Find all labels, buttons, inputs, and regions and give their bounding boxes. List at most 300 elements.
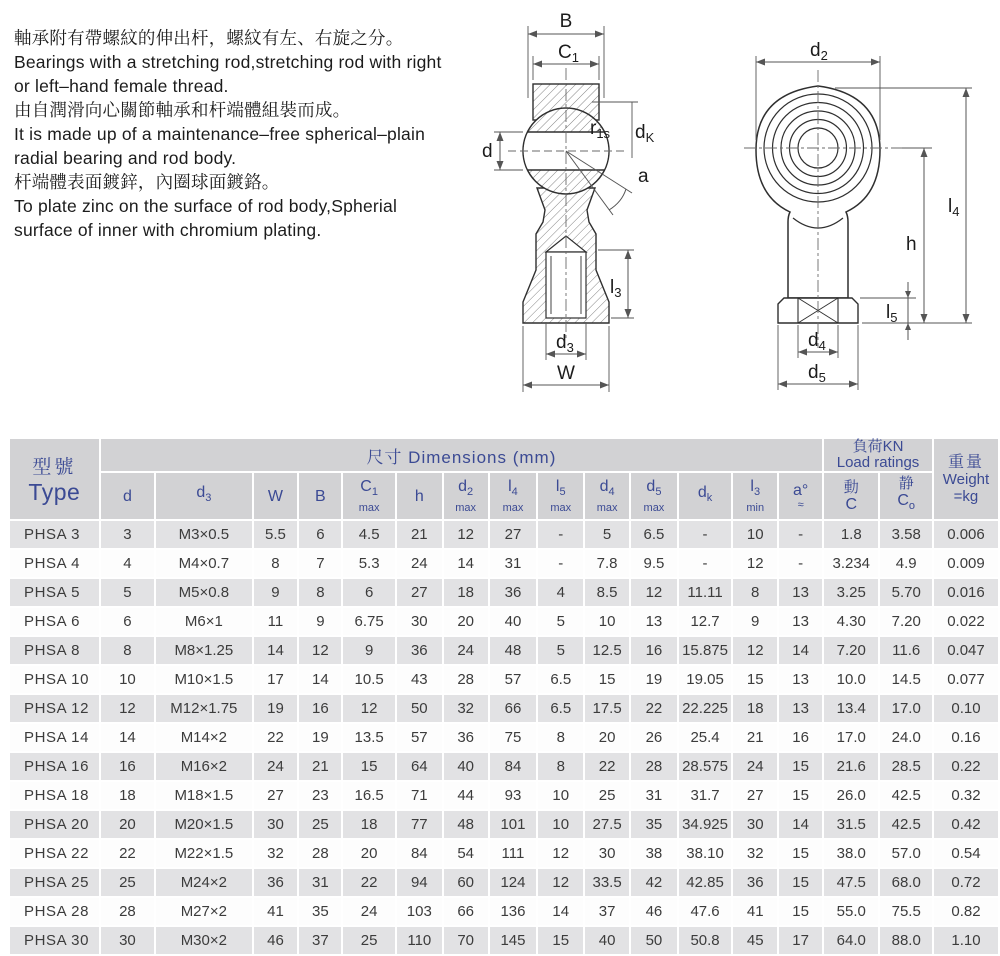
description-line: To plate zinc on the surface of rod body,Spherial <box>14 196 398 216</box>
value-cell: 19.05 <box>679 666 731 693</box>
value-cell: 16 <box>631 637 677 664</box>
value-cell: 54 <box>444 840 488 867</box>
value-cell: 4 <box>101 550 154 577</box>
value-cell: 111 <box>490 840 537 867</box>
value-cell: 20 <box>444 608 488 635</box>
type-cell: PHSA 22 <box>10 840 99 867</box>
weight-header-en: Weight <box>942 470 990 488</box>
value-cell: 38.10 <box>679 840 731 867</box>
value-cell: 50 <box>397 695 442 722</box>
load-ratings-header <box>824 439 932 471</box>
table-row <box>10 550 998 577</box>
value-cell: 14 <box>299 666 341 693</box>
type-header-en: Type <box>28 479 81 505</box>
value-cell: 5 <box>538 608 583 635</box>
weight-header <box>934 439 998 519</box>
value-cell: 7.20 <box>880 608 932 635</box>
value-cell: M5×0.8 <box>156 579 251 606</box>
value-cell: 22 <box>101 840 154 867</box>
value-cell: 36 <box>254 869 298 896</box>
value-cell: 40 <box>444 753 488 780</box>
value-cell: 35 <box>631 811 677 838</box>
col-header-d5: $d_5$ max <box>631 473 677 519</box>
table-row <box>10 666 998 693</box>
value-cell: 12 <box>631 579 677 606</box>
description-line: or left–hand female thread. <box>14 76 229 96</box>
value-cell: 4 <box>538 579 583 606</box>
value-cell: 24 <box>733 753 777 780</box>
value-cell: 13 <box>779 666 822 693</box>
type-header-zh: 型號 <box>32 457 77 478</box>
value-cell: 6 <box>299 521 341 548</box>
value-cell: 12 <box>538 840 583 867</box>
col-header-l4: $l_4$ max <box>490 473 537 519</box>
value-cell: 12 <box>299 637 341 664</box>
value-cell: 38 <box>631 840 677 867</box>
value-cell: 124 <box>490 869 537 896</box>
value-cell: 17 <box>779 927 822 954</box>
front-view-drawing <box>740 10 1000 410</box>
value-cell: 1.10 <box>934 927 998 954</box>
value-cell: 5 <box>538 637 583 664</box>
value-cell: 6.5 <box>538 695 583 722</box>
type-cell: PHSA 4 <box>10 550 99 577</box>
value-cell: 7 <box>299 550 341 577</box>
value-cell: 0.16 <box>934 724 998 751</box>
dim-label-d5: $d_5$ <box>808 362 826 385</box>
value-cell: 19 <box>254 695 298 722</box>
col-header-load-Co: 静 $C_o$ <box>880 473 932 519</box>
type-cell: PHSA 20 <box>10 811 99 838</box>
value-cell: 12 <box>101 695 154 722</box>
value-cell: 5.5 <box>254 521 298 548</box>
value-cell: 22 <box>343 869 395 896</box>
load-header-en: Load ratings <box>836 454 920 471</box>
value-cell: 33.5 <box>585 869 629 896</box>
value-cell: 103 <box>397 898 442 925</box>
value-cell: 3.25 <box>824 579 878 606</box>
value-cell: 28 <box>101 898 154 925</box>
value-cell: 21 <box>299 753 341 780</box>
value-cell: 18 <box>343 811 395 838</box>
value-cell: 50.8 <box>679 927 731 954</box>
col-header-d: d <box>101 473 154 519</box>
value-cell: 5.70 <box>880 579 932 606</box>
value-cell: 0.54 <box>934 840 998 867</box>
value-cell: M20×1.5 <box>156 811 251 838</box>
value-cell: - <box>679 550 731 577</box>
dim-label-r1s: $r_{1s}$ <box>590 118 611 141</box>
value-cell: 55.0 <box>824 898 878 925</box>
dim-label-l4: $l_4$ <box>948 196 960 219</box>
table-row <box>10 927 998 954</box>
value-cell: 94 <box>397 869 442 896</box>
value-cell: 110 <box>397 927 442 954</box>
type-cell: PHSA 5 <box>10 579 99 606</box>
value-cell: M18×1.5 <box>156 782 251 809</box>
value-cell: 44 <box>444 782 488 809</box>
value-cell: 20 <box>343 840 395 867</box>
value-cell: 12.7 <box>679 608 731 635</box>
type-cell: PHSA 28 <box>10 898 99 925</box>
value-cell: 84 <box>490 753 537 780</box>
value-cell: 31.5 <box>824 811 878 838</box>
value-cell: 57.0 <box>880 840 932 867</box>
dim-label-h: h <box>906 234 917 255</box>
value-cell: 17 <box>254 666 298 693</box>
value-cell: 24 <box>343 898 395 925</box>
value-cell: 17.5 <box>585 695 629 722</box>
value-cell: 27.5 <box>585 811 629 838</box>
value-cell: 48 <box>444 811 488 838</box>
value-cell: 40 <box>490 608 537 635</box>
value-cell: 0.009 <box>934 550 998 577</box>
value-cell: 10 <box>538 782 583 809</box>
value-cell: 15 <box>538 927 583 954</box>
value-cell: 8 <box>538 753 583 780</box>
value-cell: 4.30 <box>824 608 878 635</box>
value-cell: 14 <box>254 637 298 664</box>
value-cell: 38.0 <box>824 840 878 867</box>
value-cell: 31.7 <box>679 782 731 809</box>
value-cell: 8 <box>538 724 583 751</box>
col-header-l3: $l_3$ min <box>733 473 777 519</box>
dim-label-W: W <box>557 363 575 384</box>
description-line: 由自潤滑向心關節軸承和杆端體組裝而成。 <box>14 100 351 120</box>
description-line: Bearings with a stretching rod,stretching rod with right <box>14 52 442 72</box>
value-cell: 35 <box>299 898 341 925</box>
value-cell: 16 <box>299 695 341 722</box>
description-line: 杆端體表面鍍鋅，內圈球面鍍鉻。 <box>14 172 280 192</box>
value-cell: 31 <box>490 550 537 577</box>
value-cell: 26.0 <box>824 782 878 809</box>
value-cell: 45 <box>733 927 777 954</box>
type-cell: PHSA 16 <box>10 753 99 780</box>
type-cell: PHSA 3 <box>10 521 99 548</box>
dimensions-header <box>101 439 822 471</box>
value-cell: 28 <box>631 753 677 780</box>
type-cell: PHSA 30 <box>10 927 99 954</box>
value-cell: 5 <box>585 521 629 548</box>
value-cell: 13.5 <box>343 724 395 751</box>
value-cell: 14 <box>538 898 583 925</box>
value-cell: M30×2 <box>156 927 251 954</box>
value-cell: 13 <box>779 579 822 606</box>
value-cell: 16 <box>779 724 822 751</box>
value-cell: 15 <box>779 782 822 809</box>
description <box>14 26 482 242</box>
value-cell: 15 <box>343 753 395 780</box>
value-cell: M10×1.5 <box>156 666 251 693</box>
value-cell: 13.4 <box>824 695 878 722</box>
value-cell: 71 <box>397 782 442 809</box>
value-cell: 9.5 <box>631 550 677 577</box>
dim-label-l3: $l_3$ <box>610 277 622 300</box>
value-cell: 42.5 <box>880 811 932 838</box>
value-cell: 10.0 <box>824 666 878 693</box>
value-cell: 41 <box>254 898 298 925</box>
dim-label-a: a <box>638 166 649 187</box>
value-cell: 27 <box>397 579 442 606</box>
dimensions-header-zh: 尺寸 <box>366 447 403 467</box>
value-cell: 22 <box>585 753 629 780</box>
value-cell: M6×1 <box>156 608 251 635</box>
value-cell: 14 <box>779 637 822 664</box>
value-cell: 64 <box>397 753 442 780</box>
value-cell: 31 <box>299 869 341 896</box>
value-cell: 42 <box>631 869 677 896</box>
value-cell: 19 <box>299 724 341 751</box>
value-cell: 88.0 <box>880 927 932 954</box>
value-cell: 64.0 <box>824 927 878 954</box>
col-header-l5: $l_5$ max <box>538 473 583 519</box>
value-cell: 50 <box>631 927 677 954</box>
value-cell: 9 <box>254 579 298 606</box>
table-row <box>10 869 998 896</box>
value-cell: 3 <box>101 521 154 548</box>
dimension-table <box>8 437 1000 956</box>
value-cell: 3.234 <box>824 550 878 577</box>
value-cell: 14 <box>444 550 488 577</box>
load-header-zh: 負荷KN <box>852 438 904 455</box>
value-cell: 11.6 <box>880 637 932 664</box>
value-cell: 22.225 <box>679 695 731 722</box>
table-row <box>10 811 998 838</box>
table-row <box>10 521 998 548</box>
value-cell: M24×2 <box>156 869 251 896</box>
value-cell: 19 <box>631 666 677 693</box>
value-cell: 4.9 <box>880 550 932 577</box>
value-cell: 28.575 <box>679 753 731 780</box>
value-cell: 7.20 <box>824 637 878 664</box>
value-cell: 66 <box>444 898 488 925</box>
value-cell: 9 <box>299 608 341 635</box>
value-cell: 25 <box>101 869 154 896</box>
dim-label-dK: $d_K$ <box>635 122 655 145</box>
dim-label-C1: $C_1$ <box>558 42 579 65</box>
value-cell: 3.58 <box>880 521 932 548</box>
type-cell: PHSA 10 <box>10 666 99 693</box>
value-cell: 75 <box>490 724 537 751</box>
value-cell: 28 <box>444 666 488 693</box>
weight-header-zh: 重量 <box>947 453 984 471</box>
value-cell: M14×2 <box>156 724 251 751</box>
value-cell: 24 <box>254 753 298 780</box>
value-cell: 15 <box>585 666 629 693</box>
value-cell: 22 <box>254 724 298 751</box>
value-cell: 18 <box>101 782 154 809</box>
value-cell: 7.8 <box>585 550 629 577</box>
type-cell: PHSA 18 <box>10 782 99 809</box>
value-cell: 0.006 <box>934 521 998 548</box>
value-cell: 6.75 <box>343 608 395 635</box>
value-cell: 16 <box>101 753 154 780</box>
value-cell: 13 <box>631 608 677 635</box>
value-cell: 0.82 <box>934 898 998 925</box>
col-header-dk: $d_k$ <box>679 473 731 519</box>
value-cell: 6 <box>343 579 395 606</box>
value-cell: 9 <box>343 637 395 664</box>
value-cell: 27 <box>733 782 777 809</box>
value-cell: 36 <box>733 869 777 896</box>
value-cell: 30 <box>101 927 154 954</box>
value-cell: 27 <box>254 782 298 809</box>
value-cell: 8 <box>254 550 298 577</box>
value-cell: - <box>538 521 583 548</box>
value-cell: 8.5 <box>585 579 629 606</box>
value-cell: 41 <box>733 898 777 925</box>
value-cell: 18 <box>444 579 488 606</box>
value-cell: 21 <box>733 724 777 751</box>
value-cell: 13 <box>779 608 822 635</box>
value-cell: 28 <box>299 840 341 867</box>
dim-label-l5: $l_5$ <box>886 302 898 325</box>
value-cell: 60 <box>444 869 488 896</box>
col-header-d2: $d_2$ max <box>444 473 488 519</box>
description-line: surface of inner with chromium plating. <box>14 220 322 240</box>
value-cell: 6.5 <box>538 666 583 693</box>
value-cell: 24 <box>397 550 442 577</box>
value-cell: 31 <box>631 782 677 809</box>
table-row <box>10 782 998 809</box>
value-cell: 6.5 <box>631 521 677 548</box>
value-cell: 25 <box>585 782 629 809</box>
value-cell: 26 <box>631 724 677 751</box>
value-cell: - <box>679 521 731 548</box>
value-cell: 42.85 <box>679 869 731 896</box>
value-cell: 11 <box>254 608 298 635</box>
value-cell: 12 <box>444 521 488 548</box>
value-cell: M22×1.5 <box>156 840 251 867</box>
value-cell: 0.047 <box>934 637 998 664</box>
table-row <box>10 898 998 925</box>
table-row <box>10 637 998 664</box>
value-cell: 25 <box>299 811 341 838</box>
value-cell: 9 <box>733 608 777 635</box>
value-cell: 0.72 <box>934 869 998 896</box>
value-cell: 20 <box>585 724 629 751</box>
description-line: It is made up of a maintenance–free spherical–plain <box>14 124 425 144</box>
value-cell: 0.10 <box>934 695 998 722</box>
value-cell: 47.5 <box>824 869 878 896</box>
value-cell: 47.6 <box>679 898 731 925</box>
value-cell: 11.11 <box>679 579 731 606</box>
weight-header-unit: =kg <box>953 487 979 505</box>
value-cell: 15.875 <box>679 637 731 664</box>
value-cell: 0.42 <box>934 811 998 838</box>
value-cell: 93 <box>490 782 537 809</box>
value-cell: 10 <box>733 521 777 548</box>
col-header-a°: a° ≈ <box>779 473 822 519</box>
table-row <box>10 608 998 635</box>
value-cell: 75.5 <box>880 898 932 925</box>
value-cell: 22 <box>631 695 677 722</box>
value-cell: 25.4 <box>679 724 731 751</box>
value-cell: 12.5 <box>585 637 629 664</box>
value-cell: 0.077 <box>934 666 998 693</box>
value-cell: 10 <box>538 811 583 838</box>
value-cell: 1.8 <box>824 521 878 548</box>
value-cell: 15 <box>779 840 822 867</box>
value-cell: 36 <box>397 637 442 664</box>
value-cell: 0.32 <box>934 782 998 809</box>
value-cell: 15 <box>733 666 777 693</box>
value-cell: 136 <box>490 898 537 925</box>
value-cell: - <box>538 550 583 577</box>
col-header-d3: $d_3$ <box>156 473 251 519</box>
value-cell: 15 <box>779 898 822 925</box>
value-cell: 36 <box>444 724 488 751</box>
top-section <box>0 0 1000 437</box>
value-cell: 70 <box>444 927 488 954</box>
dim-label-d: d <box>482 141 493 162</box>
value-cell: 48 <box>490 637 537 664</box>
value-cell: 43 <box>397 666 442 693</box>
value-cell: 32 <box>444 695 488 722</box>
col-header-load-C: 動 C <box>824 473 878 519</box>
value-cell: 30 <box>733 811 777 838</box>
type-header <box>10 439 99 519</box>
value-cell: 10 <box>101 666 154 693</box>
table-row <box>10 840 998 867</box>
value-cell: 40 <box>585 927 629 954</box>
value-cell: 13 <box>779 695 822 722</box>
col-header-C1: $C_1$ max <box>343 473 395 519</box>
dimensions-header-en: Dimensions (mm) <box>408 447 557 467</box>
side-view-drawing <box>480 10 740 410</box>
value-cell: 32 <box>254 840 298 867</box>
value-cell: 30 <box>254 811 298 838</box>
value-cell: 57 <box>397 724 442 751</box>
table-row <box>10 579 998 606</box>
value-cell: 24 <box>444 637 488 664</box>
value-cell: 17.0 <box>880 695 932 722</box>
value-cell: 24.0 <box>880 724 932 751</box>
value-cell: 12 <box>538 869 583 896</box>
value-cell: 42.5 <box>880 782 932 809</box>
value-cell: 21.6 <box>824 753 878 780</box>
type-cell: PHSA 25 <box>10 869 99 896</box>
value-cell: 28.5 <box>880 753 932 780</box>
value-cell: 12 <box>733 637 777 664</box>
value-cell: 66 <box>490 695 537 722</box>
value-cell: 14 <box>101 724 154 751</box>
value-cell: M8×1.25 <box>156 637 251 664</box>
value-cell: 37 <box>299 927 341 954</box>
type-cell: PHSA 6 <box>10 608 99 635</box>
value-cell: M12×1.75 <box>156 695 251 722</box>
col-header-W: W <box>254 473 298 519</box>
value-cell: 16.5 <box>343 782 395 809</box>
value-cell: - <box>779 550 822 577</box>
value-cell: 14 <box>779 811 822 838</box>
value-cell: 12 <box>343 695 395 722</box>
value-cell: 34.925 <box>679 811 731 838</box>
value-cell: M27×2 <box>156 898 251 925</box>
table-row <box>10 753 998 780</box>
value-cell: 8 <box>733 579 777 606</box>
value-cell: 15 <box>779 869 822 896</box>
value-cell: 14.5 <box>880 666 932 693</box>
value-cell: 17.0 <box>824 724 878 751</box>
description-line: radial bearing and rod body. <box>14 148 237 168</box>
col-header-d4: $d_4$ max <box>585 473 629 519</box>
value-cell: 20 <box>101 811 154 838</box>
value-cell: 32 <box>733 840 777 867</box>
table-row <box>10 695 998 722</box>
description-line: 軸承附有帶螺紋的伸出杆，螺紋有左、右旋之分。 <box>14 28 404 48</box>
value-cell: 8 <box>101 637 154 664</box>
